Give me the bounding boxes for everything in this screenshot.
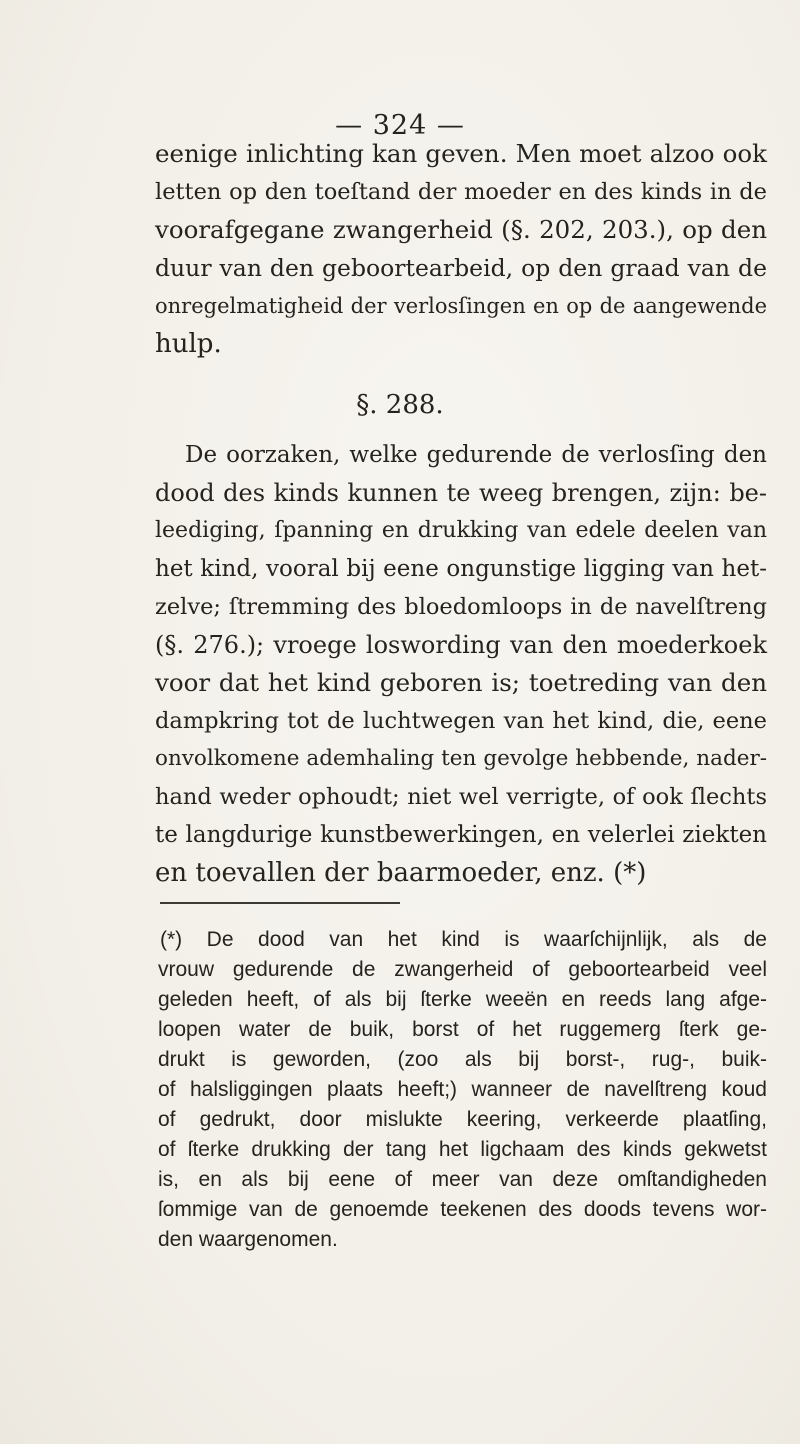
- text-line: hand weder ophoudt; niet wel verrigte, of ook ſlechts: [155, 784, 767, 810]
- footnote-line: (*) De dood van het kind is waarſchijnlijk, als de: [160, 928, 767, 951]
- footnote-line: is, en als bij eene of meer van deze omſtandigheden: [158, 1168, 767, 1191]
- footnote-line: den waargenomen.: [158, 1228, 338, 1251]
- text-line: duur van den geboortearbeid, op den graad van de: [155, 254, 767, 282]
- text-line: onvolkomene ademhaling ten gevolge hebbende, nader-: [155, 746, 767, 771]
- text-line: letten op den toeſtand der moeder en des kinds in de: [155, 179, 767, 205]
- footnote-line: vrouw gedurende de zwangerheid of geboortearbeid veel: [158, 958, 767, 981]
- text-line: leediging, ſpanning en drukking van edele deelen van: [155, 518, 767, 543]
- footnote-line: drukt is geworden, (zoo als bij borst-, rug-, buik-: [158, 1048, 767, 1071]
- text-line: De oorzaken, welke gedurende de verlosſing den: [185, 442, 767, 468]
- text-line: te langdurige kunstbewerkingen, en velerlei ziekten: [155, 822, 767, 848]
- footnote-line: geleden heeft, of als bij ſterke weeën en reeds lang afge-: [158, 988, 767, 1011]
- text-line: zelve; ſtremming des bloedomloops in de navelſtreng: [155, 594, 767, 620]
- text-line: hulp.: [155, 329, 222, 359]
- text-line: het kind, vooral bij eene ongunstige ligging van het-: [155, 556, 767, 582]
- text-line: dood des kinds kunnen te weeg brengen, zijn: be-: [155, 479, 767, 507]
- text-line: eenige inlichting kan geven. Men moet alzoo ook: [155, 139, 767, 168]
- footnote-line: of halsliggingen plaats heeft;) wanneer de navelſtreng koud: [158, 1078, 767, 1101]
- page-number: — 324 —: [335, 110, 465, 141]
- section-heading: §. 288.: [356, 390, 444, 420]
- footnote-rule: [160, 902, 400, 904]
- footnote-line: of gedrukt, door mislukte keering, verkeerde plaatſing,: [158, 1108, 767, 1131]
- footnote-line: ſommige van de genoemde teekenen des doods tevens wor-: [158, 1198, 767, 1221]
- text-line: onregelmatigheid der verlosſingen en op de aangewende: [155, 294, 767, 318]
- text-line: (§. 276.); vroege loswording van den moederkoek: [155, 631, 767, 659]
- text-line: voorafgegane zwangerheid (§. 202, 203.), op den: [155, 215, 767, 244]
- footnote-line: loopen water de buik, borst of het ruggemerg ſterk ge-: [158, 1018, 767, 1041]
- text-line: en toevallen der baarmoeder, enz. (*): [155, 858, 647, 888]
- text-line: voor dat het kind geboren is; toetreding van den: [155, 668, 767, 697]
- text-line: dampkring tot de luchtwegen van het kind, die, eene: [155, 708, 767, 734]
- footnote-line: of ſterke drukking der tang het ligchaam des kinds gekwetst: [158, 1138, 767, 1161]
